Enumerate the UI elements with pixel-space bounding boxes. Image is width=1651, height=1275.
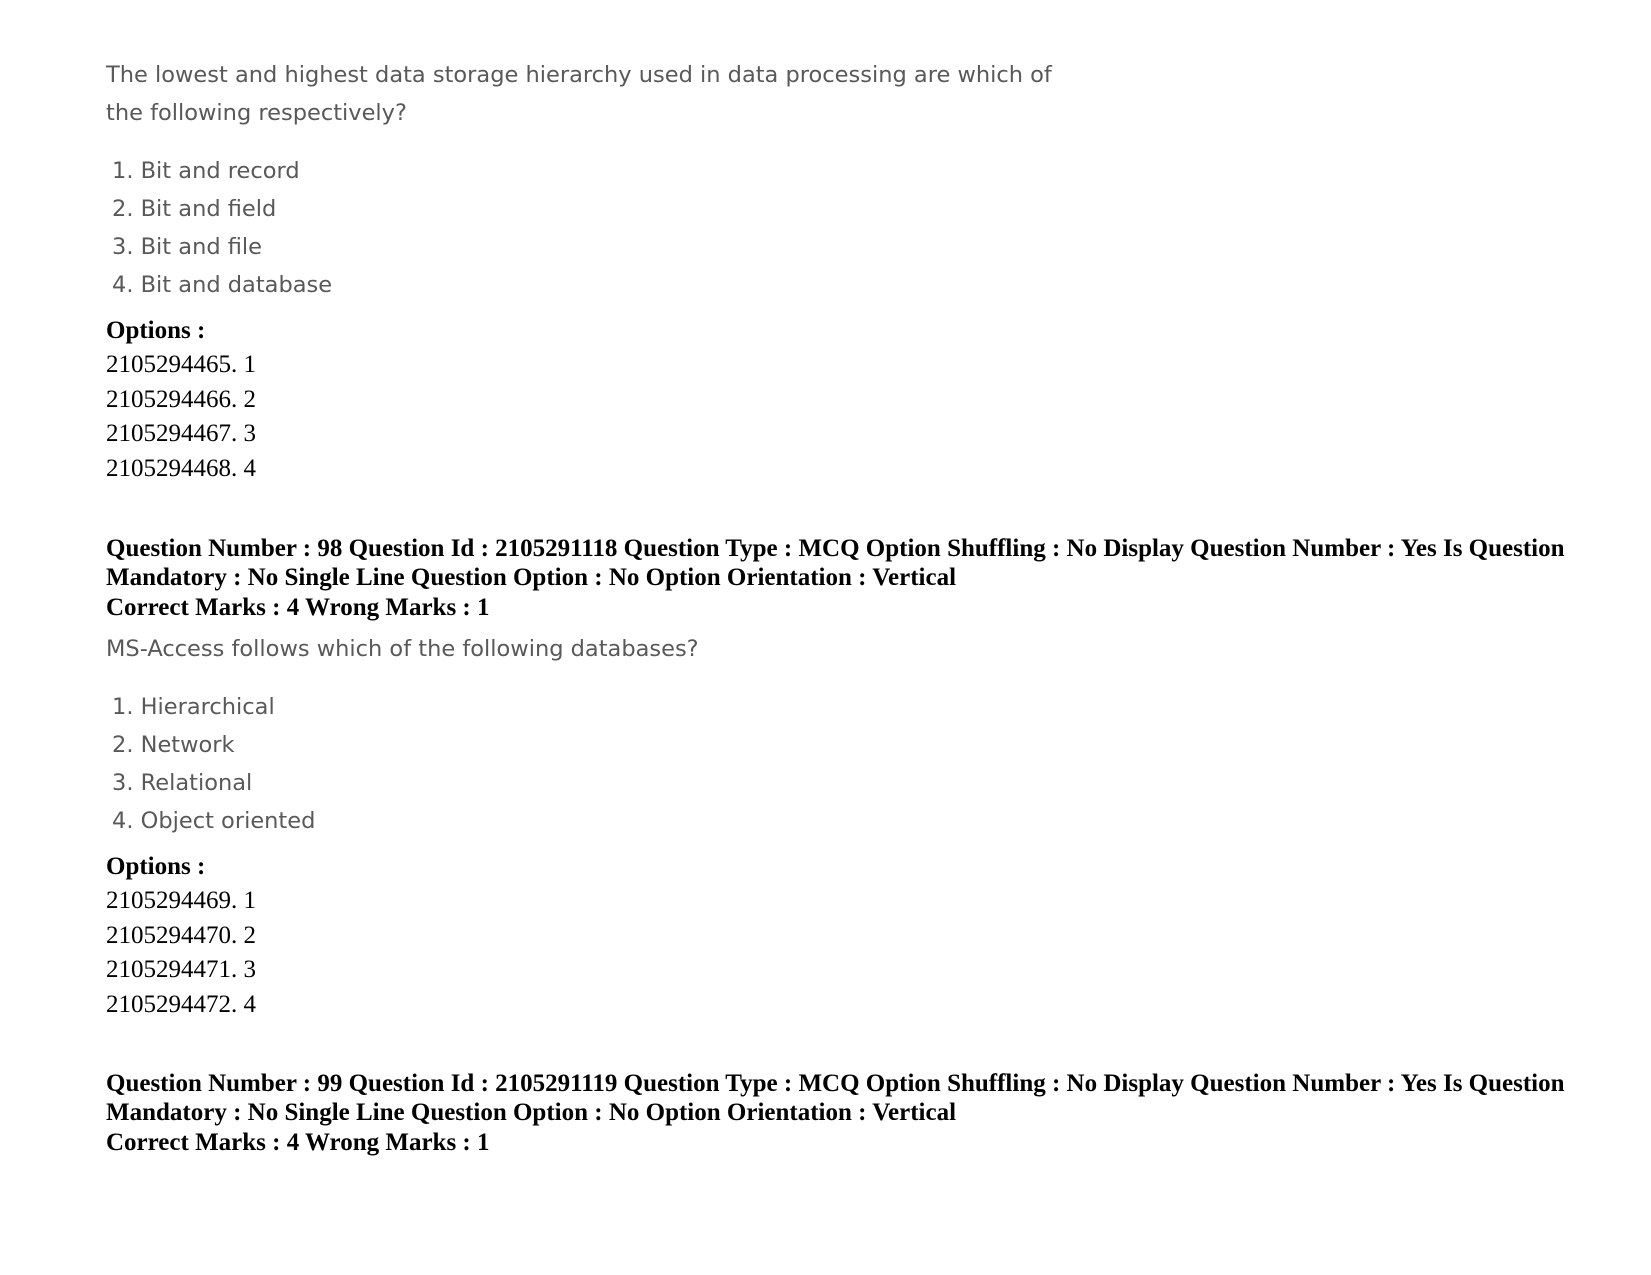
choice-item: 1. Bit and record: [112, 158, 300, 184]
question-meta: Question Number : 98 Question Id : 2105291118 Question Type : MCQ Option Shuffling : No Display Question Number : Yes Is Question Mandatory : No Single Line Question Option : No Option Orientation : Vertical: [106, 535, 1565, 591]
choice-item: 4. Object oriented: [112, 808, 316, 834]
option-id: 2105294471. 3: [106, 956, 256, 983]
marks-line: Correct Marks : 4 Wrong Marks : 1: [106, 594, 490, 621]
choice-item: 2. Network: [112, 732, 235, 758]
choice-item: 3. Bit and file: [112, 234, 263, 260]
option-id-list: [106, 884, 256, 1022]
options-label: Options :: [106, 317, 206, 344]
choice-item: 4. Bit and database: [112, 272, 333, 298]
option-id: 2105294465. 1: [106, 351, 256, 378]
option-id: 2105294468. 4: [106, 454, 256, 482]
options-label: Options :: [106, 853, 206, 880]
option-id-list: [106, 348, 256, 486]
option-id: 2105294470. 2: [106, 921, 256, 949]
question-text: The lowest and highest data storage hierarchy used in data processing are which of the following respectively?: [106, 62, 1052, 126]
option-id: 2105294472. 4: [106, 990, 256, 1018]
marks-line: Correct Marks : 4 Wrong Marks : 1: [106, 1129, 490, 1156]
question-meta: Question Number : 99 Question Id : 2105291119 Question Type : MCQ Option Shuffling : No Display Question Number : Yes Is Question Mandatory : No Single Line Question Option : No Option Orientation : Vertical: [106, 1070, 1565, 1126]
question-text: MS-Access follows which of the following databases?: [106, 636, 699, 662]
choice-list: [106, 152, 332, 304]
option-id: 2105294466. 2: [106, 385, 256, 413]
choice-item: 3. Relational: [112, 770, 253, 796]
option-id: 2105294469. 1: [106, 887, 256, 914]
choice-item: 1. Hierarchical: [112, 694, 275, 720]
choice-item: 2. Bit and field: [112, 196, 277, 222]
option-id: 2105294467. 3: [106, 420, 256, 447]
choice-list: [106, 688, 315, 840]
